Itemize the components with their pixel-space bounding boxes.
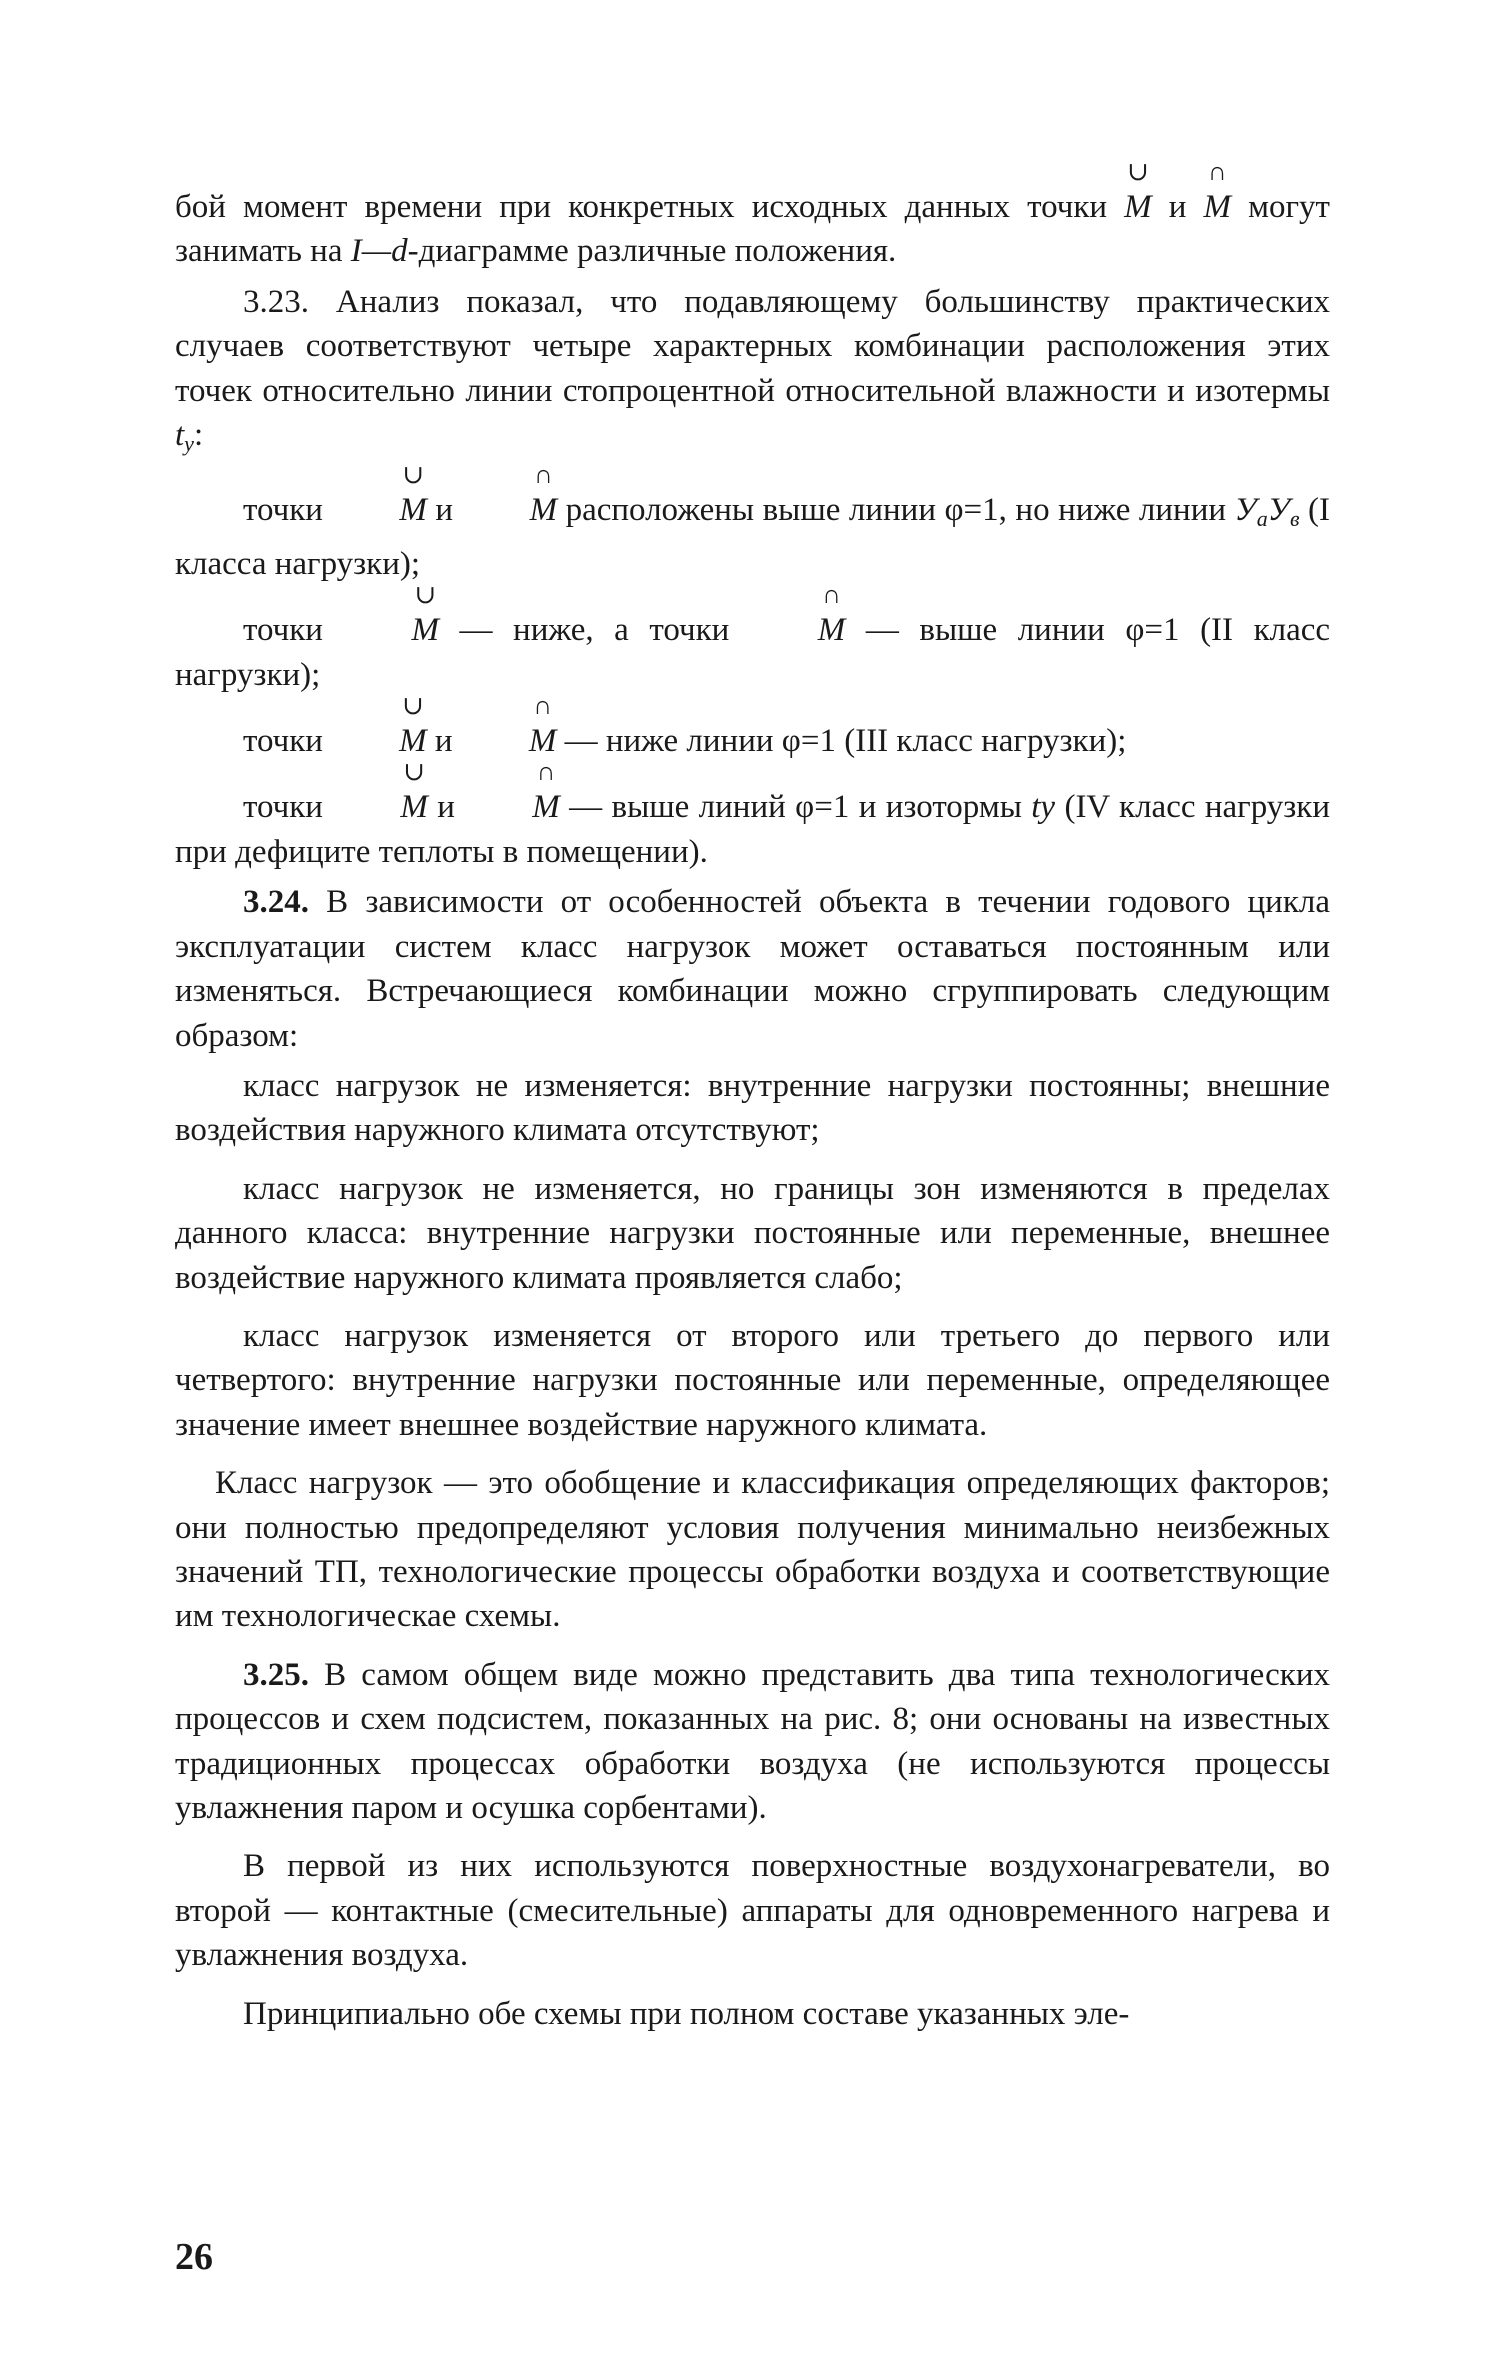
section-number: 3.23. xyxy=(243,283,309,320)
text: точки xyxy=(243,723,332,760)
text: -диаграмме различные положения. xyxy=(407,233,897,270)
point-m-cup: ∪ M xyxy=(411,580,439,649)
list-item-combination-2: класс нагрузок не изменяется, но границы зон изменяются в пределах данного класса: внутренние нагрузки постоянные или переменные, внешнее воздействие наружного климата проявляется слабо; xyxy=(175,1170,1330,1296)
symbol-phi: φ=1 xyxy=(1125,612,1180,649)
text: , но ниже линии xyxy=(998,492,1235,529)
symbol-id-diagram: I—d xyxy=(350,233,408,270)
text: и xyxy=(427,789,465,826)
point-m-cap: ∩ M xyxy=(1203,157,1232,225)
point-m-cap: ∩ M xyxy=(529,460,558,529)
page-body xyxy=(175,157,1331,2042)
paragraph-3-24 xyxy=(175,880,1330,1058)
point-m-cup: ∪ M xyxy=(400,757,428,826)
point-m-cap: ∩ M xyxy=(532,757,560,826)
text: могут занимать на xyxy=(175,189,1330,270)
list-item-class-1 xyxy=(175,460,1330,586)
section-number: 3.24. xyxy=(243,884,309,921)
text: точки xyxy=(243,612,344,649)
point-m-cap: ∩ M xyxy=(817,580,846,649)
list-item-class-3 xyxy=(175,691,1330,763)
text: и xyxy=(1151,189,1204,225)
point-m-cup: ∪ M xyxy=(399,460,427,529)
text: Анализ показал, что подавляющему большинству практических случаев соответствуют четыре характерных комбинации расположения этих точек относительно линии стопроцентной относительной влажности и изотермы xyxy=(175,283,1330,409)
list-item-class-4 xyxy=(175,757,1331,874)
paragraph-continuation xyxy=(175,157,1330,274)
text: (I класса нагрузки); xyxy=(175,492,1330,582)
text: (IV класс нагрузки при дефиците теплоты в помещении). xyxy=(175,789,1331,870)
text: и изотормы xyxy=(849,789,1032,826)
paragraph-load-class: Класс нагрузок — это обобщение и классификация определяющих факторов; они полностью предопределяют условия получения минимально неизбежных значений ТП, технологические процессы обработки воздуха и соответствующие им технологическае схемы. xyxy=(175,1465,1330,1635)
text: расположены выше линии xyxy=(557,492,945,529)
text: и xyxy=(426,492,462,529)
text: — ниже линии xyxy=(556,723,782,760)
symbol-line-ua-ub: $У_аУ_в$ xyxy=(1234,492,1300,532)
text: В самом общем виде можно представить два типа технологических процессов и схем подсистем, показанных на рис. 8; они основаны на известных традиционных процессах обработки воздуха (не используются процессы увлажнения паром и осушка сорбентами). xyxy=(175,1656,1330,1826)
text: точки xyxy=(243,492,332,529)
list-item-class-2 xyxy=(175,580,1331,697)
point-m-cup: ∪ M xyxy=(399,691,427,760)
text: — выше линии xyxy=(845,612,1126,649)
text: (II класс нагрузки); xyxy=(175,612,1331,693)
text: бой момент времени при конкретных исходных данных точки xyxy=(175,189,1125,225)
text: (III класс нагрузки); xyxy=(835,723,1127,760)
symbol-phi: φ=1 xyxy=(795,789,850,826)
page-number: 26 xyxy=(175,2236,213,2278)
point-m-cap: ∩ M xyxy=(528,691,557,760)
paragraph-first-scheme: В первой из них используются поверхностные воздухонагреватели, во второй — контактные (смесительные) аппараты для одновременного нагрева и увлажнения воздуха. xyxy=(175,1848,1330,1974)
paragraph-3-23 xyxy=(175,280,1330,467)
list-item-combination-1: класс нагрузок не изменяется: внутренние нагрузки постоянны; внешние воздействия наружного климата отсутствуют; xyxy=(175,1067,1330,1149)
point-m-cup: ∪ M xyxy=(1124,157,1152,225)
symbol-ty: ty xyxy=(1031,789,1056,826)
list-item-combination-3: класс нагрузок изменяется от второго или третьего до первого или четвертого: внутренние нагрузки постоянные или переменные, определяющее значение имеет внешнее воздействие наружного климата. xyxy=(175,1317,1330,1443)
text: — ниже, а точки xyxy=(438,612,750,649)
paragraph-principle: Принципиально обе схемы при полном составе указанных эле- xyxy=(243,1995,1130,2032)
symbol-ty: $t_у$ xyxy=(175,417,194,457)
symbol-phi: φ=1 xyxy=(944,492,999,529)
section-number: 3.25. xyxy=(243,1656,309,1693)
text: — выше линий xyxy=(559,789,796,826)
text: точки xyxy=(243,789,333,826)
paragraph-3-25 xyxy=(175,1653,1330,1831)
symbol-phi: φ=1 xyxy=(781,723,836,760)
text: : xyxy=(193,417,204,454)
text: и xyxy=(426,723,461,760)
text: В зависимости от особенностей объекта в течении годового цикла эксплуатации систем класс нагрузок может оставаться постоянным или изменяться. Встречающиеся комбинации можно сгруппировать следующим образом: xyxy=(175,884,1330,1054)
